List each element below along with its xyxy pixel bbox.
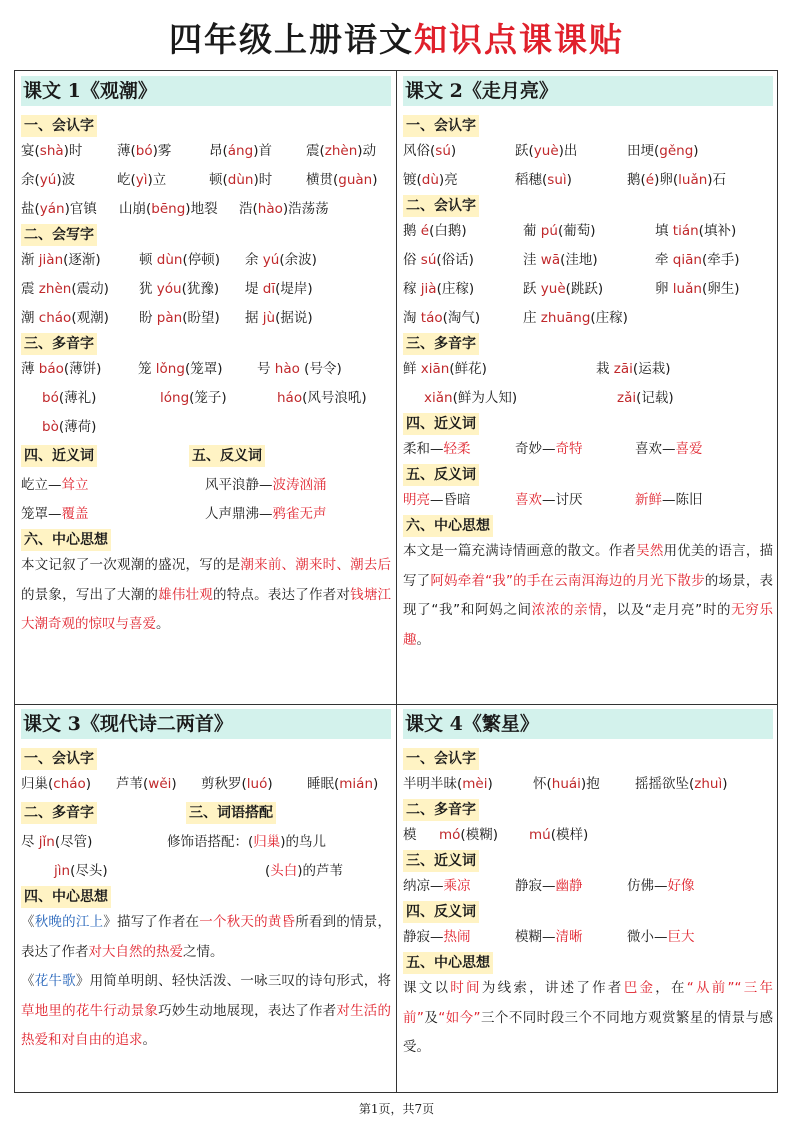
word-item: 潮 cháo(观潮) <box>21 310 109 326</box>
word-item: 人声鼎沸— <box>205 506 273 522</box>
list-item <box>403 304 773 333</box>
word-item: bò(薄荷) <box>42 419 97 435</box>
word-item: 半明半昧(mèi) <box>403 776 493 792</box>
lesson-3-card <box>21 709 391 1056</box>
title-red: 知识点课课贴 <box>414 20 624 59</box>
word-item: 鲜 xiān(鲜花) <box>403 361 487 377</box>
word-item: 横贯(guàn) <box>306 172 378 188</box>
word-item: 震(zhèn)动 <box>306 143 377 159</box>
word-item: 余(yú)波 <box>21 172 76 188</box>
summary-paragraph: 本文是一篇充满诗情画意的散文。作者吴然用优美的语言，描写了阿妈牵着“我”的手在云南洱海边的月光下散步的场景，表现了“我”和阿妈之间浓浓的亲情，以及“走月亮”时的无穷乐趣。 <box>403 543 774 648</box>
word-item: 葡 pú(葡萄) <box>523 223 596 239</box>
word-item: 薄(bó)雾 <box>117 143 172 159</box>
word-item: 浩(hào)浩荡荡 <box>239 201 329 217</box>
word-item: 震 zhèn(震动) <box>21 281 109 297</box>
lesson-1-card <box>21 76 391 640</box>
lesson-3-header: 课文 3《现代诗二两首》 <box>21 709 391 739</box>
word-item: 犹 yóu(犹豫) <box>139 281 220 297</box>
list-item <box>21 304 391 333</box>
page-title <box>0 14 793 61</box>
title-black: 四年级上册语文 <box>169 20 414 59</box>
word-item: 鸦雀无声 <box>272 506 327 522</box>
list-item <box>21 384 391 413</box>
word-item: 摇摇欲坠(zhuì) <box>635 776 728 792</box>
list-item <box>21 799 391 828</box>
section-label: 二、会认字 <box>403 195 479 217</box>
word-item: 顿 dùn(停顿) <box>139 252 221 268</box>
word-item: 栽 zāi(运栽) <box>596 361 671 377</box>
word-item: 昂(áng)首 <box>209 143 272 159</box>
divider-horizontal <box>14 704 778 705</box>
word-item: 稼 jià(庄稼) <box>403 281 475 297</box>
word-item: 波涛汹涌 <box>272 477 327 493</box>
section-label: 一、会认字 <box>21 115 97 137</box>
list-item <box>403 355 773 384</box>
list-item: 纳凉—乘凉 静寂—幽静 仿佛—好像 <box>403 878 695 894</box>
list-item <box>21 275 391 304</box>
word-item: 余 yú(余波) <box>245 252 317 268</box>
section-label: 四、近义词 <box>403 413 479 435</box>
word-item: 归巢(cháo) <box>21 776 92 792</box>
section-label: 四、中心思想 <box>21 886 111 908</box>
summary-paragraph: 课文以时间为线索，讲述了作者巴金，在“从前”“三年前”及“如今”三个不同时段三个不同地方观赏繁星的情景与感受。 <box>403 980 774 1055</box>
section-label: 三、多音字 <box>21 333 97 355</box>
word-item: 洼 wā(洼地) <box>523 252 598 268</box>
lesson-1-header: 课文 1《观潮》 <box>21 76 391 106</box>
summary-paragraph: 本文记叙了一次观潮的盛况，写的是潮来前、潮来时、潮去后的景象，写出了大潮的雄伟壮观的特点。表达了作者对钱塘江大潮奇观的惊叹与喜爱。 <box>21 557 392 632</box>
list-item <box>21 471 391 500</box>
section-label: 二、会写字 <box>21 224 97 246</box>
section-label: 一、会认字 <box>21 748 97 770</box>
word-item: 渐 jiàn(逐渐) <box>21 252 101 268</box>
word-item: zǎi(记载) <box>617 390 674 406</box>
word-item: 跃 yuè(跳跃) <box>523 281 604 297</box>
word-item: jìn(尽头) <box>54 863 108 879</box>
section-label: 二、多音字 <box>403 799 479 821</box>
section-label: 一、会认字 <box>403 115 479 137</box>
word-item: 风平浪静— <box>205 477 273 493</box>
summary-paragraph: 《秋晚的江上》描写了作者在一个秋天的黄昏所看到的情景，表达了作者对大自然的热爱之情。 <box>21 914 392 960</box>
section-label: 二、多音字 <box>21 802 97 824</box>
word-item: 号 hào (号令) <box>257 361 342 377</box>
word-item: xiǎn(鲜为人知) <box>424 390 518 406</box>
word-item: 薄 báo(薄饼) <box>21 361 102 377</box>
word-item: 据 jù(据说) <box>245 310 313 326</box>
list-item <box>403 246 773 275</box>
word-item: 鹅(é)卵(luǎn)石 <box>627 172 727 188</box>
section-label: 四、反义词 <box>403 901 479 923</box>
list-item: jìn(尽头) (头白)的芦苇 <box>21 857 391 886</box>
word-item: mó(模糊) <box>439 827 498 843</box>
section-label: 五、中心思想 <box>403 952 493 974</box>
list-item <box>21 442 391 471</box>
word-item: 跃(yuè)出 <box>515 143 578 159</box>
word-item: 模 <box>403 827 417 843</box>
section-label: 三、词语搭配 <box>186 802 276 824</box>
section-label: 五、反义词 <box>189 445 265 467</box>
word-item: 宴(shà)时 <box>21 143 83 159</box>
list-item: 明亮—昏暗 喜欢—讨厌 新鲜—陈旧 <box>403 492 703 508</box>
word-item: 稻穗(suì) <box>515 172 572 188</box>
word-item: 盐(yán)官镇 <box>21 201 97 217</box>
section-label: 六、中心思想 <box>21 529 111 551</box>
word-item: 鹅 é(白鹅) <box>403 223 467 239</box>
word-item: 覆盖 <box>61 506 89 522</box>
word-item: 山崩(bēng)地裂 <box>119 201 218 217</box>
word-item: 俗 sú(俗话) <box>403 252 474 268</box>
word-item: 镀(dù)亮 <box>403 172 458 188</box>
list-item <box>21 500 391 529</box>
list-item: 尽 jǐn(尽管) 修饰语搭配：(归巢)的鸟儿 <box>21 828 391 857</box>
word-item: 牵 qiān(牵手) <box>655 252 740 268</box>
summary-paragraph: 《花牛歌》用简单明朗、轻快活泼、一咏三叹的诗句形式，将草地里的花牛行动景象巧妙生动地展现，表达了作者对生活的热爱和对自由的追求。 <box>21 973 392 1048</box>
list-item <box>21 166 391 195</box>
word-item: 堤 dī(堤岸) <box>245 281 313 297</box>
word-item: 卵 luǎn(卵生) <box>655 281 740 297</box>
section-label: 六、中心思想 <box>403 515 493 537</box>
list-item <box>403 821 773 850</box>
section-label: 三、近义词 <box>403 850 479 872</box>
list-item: 柔和—轻柔 奇妙—奇特 喜欢—喜爱 <box>403 441 703 457</box>
word-item: 田埂(gěng) <box>627 143 699 159</box>
word-item: 笼罩— <box>21 506 62 522</box>
word-item: 屹立— <box>21 477 62 493</box>
list-item <box>21 770 391 799</box>
list-item <box>403 770 773 799</box>
list-item: 静寂—热闹 模糊—清晰 微小—巨大 <box>403 929 695 945</box>
word-item: 屹(yì)立 <box>117 172 167 188</box>
word-item: 笼 lǒng(笼罩) <box>138 361 223 377</box>
list-item <box>403 275 773 304</box>
word-item: 淘 táo(淘气) <box>403 310 481 326</box>
word-item: 风俗(sú) <box>403 143 457 159</box>
list-item <box>403 166 773 195</box>
word-item: 耸立 <box>61 477 89 493</box>
list-item <box>403 217 773 246</box>
word-item: 尽 jǐn(尽管) <box>21 834 93 850</box>
page-footer: 第1页，共7页 <box>358 1102 435 1116</box>
lesson-4-card <box>403 709 773 1063</box>
lesson-2-header: 课文 2《走月亮》 <box>403 76 773 106</box>
section-label: 一、会认字 <box>403 748 479 770</box>
lesson-2-card <box>403 76 773 655</box>
word-item: 盼 pàn(盼望) <box>139 310 220 326</box>
section-label: 四、近义词 <box>21 445 97 467</box>
word-item: 怀(huái)抱 <box>533 776 600 792</box>
word-item: 顿(dùn)时 <box>209 172 273 188</box>
word-item: 剪秋罗(luó) <box>201 776 273 792</box>
word-item: lóng(笼子) <box>160 390 227 406</box>
word-item: háo(风号浪吼) <box>277 390 367 406</box>
list-item <box>21 413 391 442</box>
word-item: 庄 zhuāng(庄稼) <box>523 310 628 326</box>
list-item <box>403 384 773 413</box>
list-item <box>21 355 391 384</box>
word-item: mú(模样) <box>529 827 589 843</box>
list-item <box>21 195 391 224</box>
lesson-4-header: 课文 4《繁星》 <box>403 709 773 739</box>
list-item <box>403 137 773 166</box>
section-label: 五、反义词 <box>403 464 479 486</box>
section-label: 三、多音字 <box>403 333 479 355</box>
word-item: bó(薄礼) <box>42 390 97 406</box>
word-item: 芦苇(wěi) <box>116 776 177 792</box>
list-item <box>21 246 391 275</box>
list-item <box>21 137 391 166</box>
word-item: 填 tián(填补) <box>655 223 737 239</box>
divider-vertical <box>396 70 397 1093</box>
word-item: 睡眠(mián) <box>307 776 379 792</box>
